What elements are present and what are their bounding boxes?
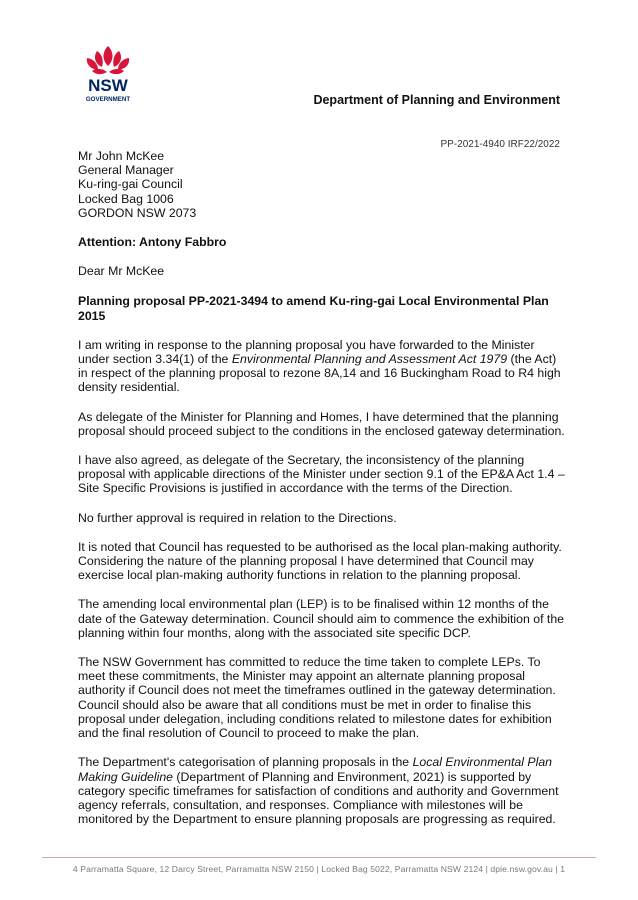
logo-wordmark: NSW [88, 76, 128, 95]
letter-body [78, 149, 568, 826]
paragraph-7: The NSW Government has committed to reduce the time taken to complete LEPs. To meet these commitments, the Minister may appoint an alternate planning proposal authority if Council does not meet the timeframes outlined in the gateway determination. Council should also be aware that all conditions must be met in order to finalise this proposal under delegation, including conditions related to milestone dates for exhibition and the final resolution of Council to proceed to make the plan. [78, 655, 556, 741]
paragraph-6: The amending local environmental plan (LEP) is to be finalised within 12 months of the date of the Gateway determination. Council should aim to commence the exhibition of the planning within four months, along with the associated site specific DCP. [78, 597, 565, 640]
recipient-address [78, 149, 568, 220]
paragraph-4: No further approval is required in relation to the Directions. [78, 510, 397, 525]
attention-line: Attention: Antony Fabbro [78, 235, 227, 250]
logo-subtext: GOVERNMENT [85, 96, 131, 103]
guideline-title: Local Environmental Plan Making Guideline [78, 755, 553, 784]
recipient-line: General Manager [78, 163, 174, 178]
footer-address: 4 Parramatta Square, 12 Darcy Street, Parramatta NSW 2150 | Locked Bag 5022, Parramatta NSW 2124 | dpie.nsw.gov.au | 1 [72, 864, 566, 874]
reference-number: PP-2021-4940 IRF22/2022 [440, 139, 560, 150]
paragraph-8: The Department's categorisation of planning proposals in the Local Environmental Plan Making Guideline (Department of Planning and Environment, 2021) is supported by category specific timeframes for satisfaction of conditions and authority and Government agency referrals, consultation, and responses. Compliance with milestones will be monitored by the Department to ensure planning proposals are progressing as required. [78, 755, 559, 827]
recipient-line: GORDON NSW 2073 [78, 205, 197, 220]
waratah-icon [78, 44, 138, 106]
footer-divider [42, 857, 596, 858]
act-title: Environmental Planning and Assessment Act 1979 [231, 352, 508, 367]
paragraph-5: It is noted that Council has requested to be authorised as the local plan-making authority. Considering the nature of the planning proposal I have determined that Council may exercise local plan-making authority functions in relation to the planning proposal. [78, 539, 562, 583]
recipient-line: Locked Bag 1006 [78, 191, 174, 206]
recipient-line: Mr John McKee [78, 149, 165, 163]
nsw-government-logo [78, 44, 138, 106]
paragraph-2: As delegate of the Minister for Planning and Homes, I have determined that the planning proposal should proceed subject to the conditions in the enclosed gateway determination. [78, 409, 565, 438]
department-name: Department of Planning and Environment [313, 93, 560, 107]
recipient-line: Ku-ring-gai Council [78, 177, 183, 192]
subject-heading: Planning proposal PP-2021-3494 to amend Ku-ring-gai Local Environmental Plan 2015 [78, 294, 549, 323]
paragraph-1: I am writing in response to the planning proposal you have forwarded to the Minister under section 3.34(1) of the Environmental Planning and Assessment Act 1979 (the Act) in respect of the planning proposal to rezone 8A,14 and 16 Buckingham Road to R4 high density residential. [78, 337, 561, 395]
paragraph-3: I have also agreed, as delegate of the Secretary, the inconsistency of the planning proposal with applicable directions of the Minister under section 9.1 of the EP&A Act 1.4 – Site Specific Provisions is justified in accordance with the terms of the Direction. [78, 453, 565, 496]
salutation: Dear Mr McKee [78, 264, 165, 279]
